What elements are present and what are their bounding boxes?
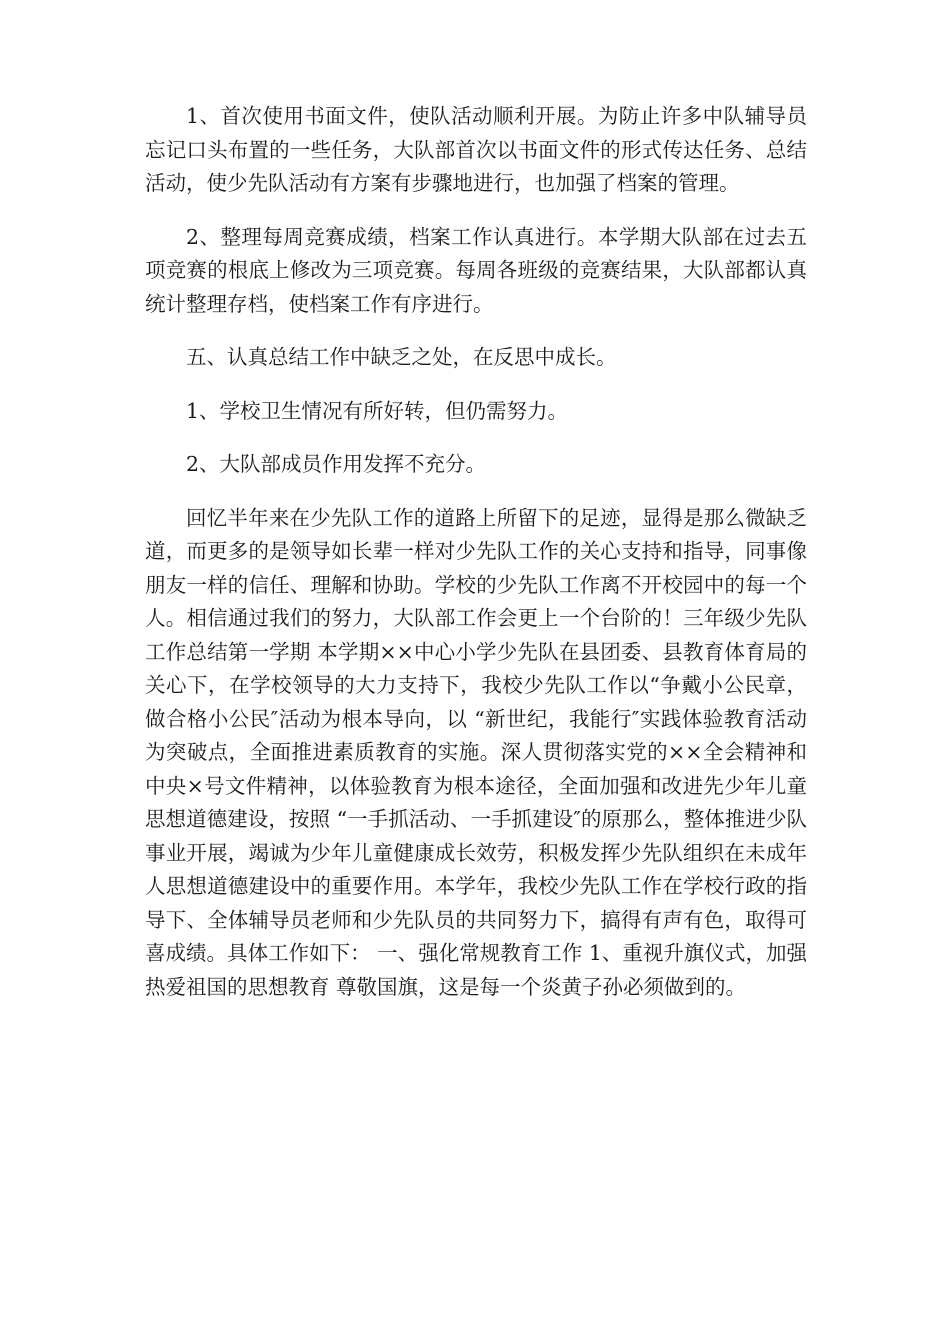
paragraph-written-documents: 1、首次使用书面文件，使队活动顺利开展。为防止许多中队辅导员忘记口头布置的一些任务，大队部首次以书面文件的形式传达任务、总结活动，使少先队活动有方案有步骤地进行，也加强了档案的管理。 bbox=[145, 104, 807, 195]
paragraph-weekly-competition: 2、整理每周竞赛成绩，档案工作认真进行。本学期大队部在过去五项竞赛的根底上修改为三项竞赛。每周各班级的竞赛结果，大队部都认真统计整理存档，使档案工作有序进行。 bbox=[145, 224, 807, 316]
paragraph-hygiene: 1、学校卫生情况有所好转，但仍需努力。 bbox=[186, 398, 569, 423]
paragraph-review-and-summary: 回忆半年来在少先队工作的道路上所留下的足迹，显得是那么微缺乏道，而更多的是领导如长辈一样对少先队工作的关心支持和指导，同事像朋友一样的信任、理解和协助。学校的少先队工作离不开校园中的每一个人。相信通过我们的努力，大队部工作会更上一个台阶的！三年级少先队工作总结第一学期 本学期××中心小学少先队在县团委、县教育体育局的关心下，在学校领导的大力支持下，我校少先队工作以“争戴小公民章，做合格小公民″活动为根本导向，以 “新世纪，我能行″实践体验教育活动为突破点，全面推进素质教育的实施。深人贯彻落实党的××全会精神和中央×号文件精神，以体验教育为根本途径，全面加强和改进先少年儿童思想道德建设，按照 “一手抓活动、一手抓建设″的原那么，整体推进少队事业开展，竭诚为少年儿童健康成长效劳，积极发挥少先队组织在未成年人思想道德建设中的重要作用。本学年，我校少先队工作在学校行政的指导下、全体辅导员老师和少先队员的共同努力下，搞得有声有色，取得可喜成绩。具体工作如下： 一、强化常规教育工作 1、重视升旗仪式，加强热爱祖国的思想教育 尊敬国旗，这是每一个炎黄子孙必须做到的。 bbox=[145, 505, 807, 999]
section-heading-summary: 五、认真总结工作中缺乏之处，在反思中成长。 bbox=[186, 345, 617, 369]
paragraph-brigade-members: 2、大队部成员作用发挥不充分。 bbox=[186, 452, 487, 476]
document-page bbox=[145, 100, 807, 1024]
